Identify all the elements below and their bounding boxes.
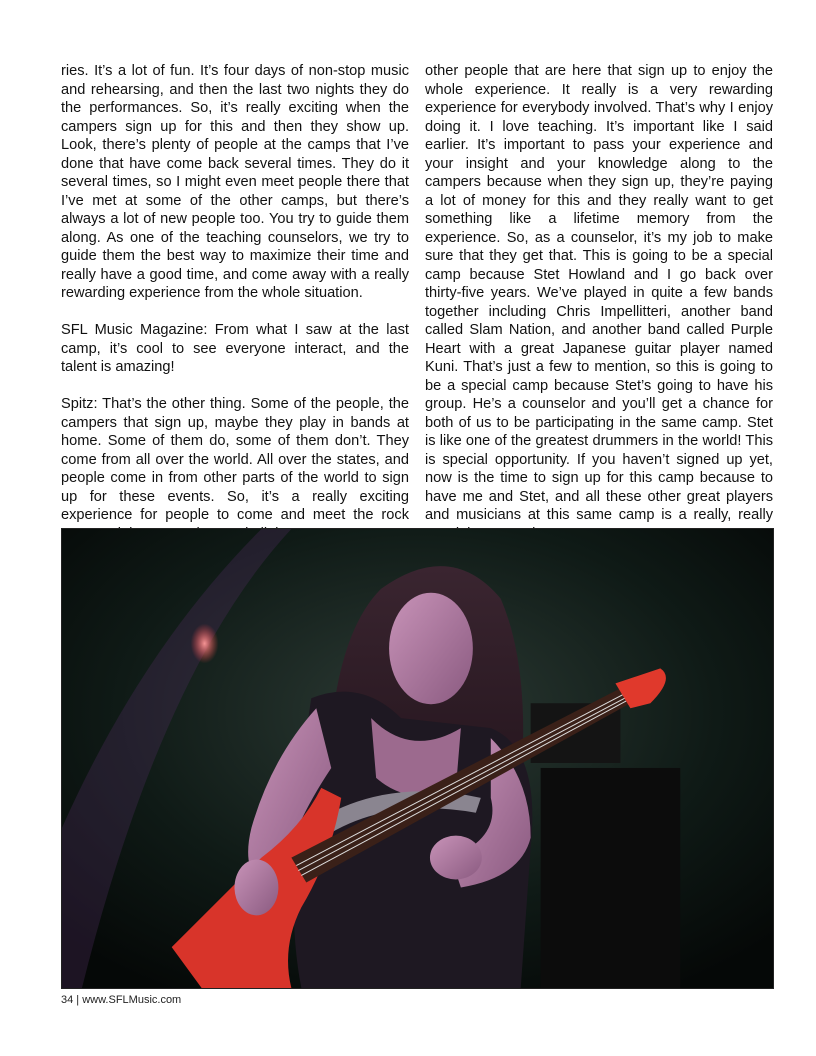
concert-photo (61, 528, 774, 989)
article-column-left (61, 62, 409, 543)
article-column-right (425, 62, 773, 543)
page-footer: 34 | www.SFLMusic.com (61, 994, 182, 1006)
paragraph: ries. It’s a lot of fun. It’s four days of non-stop music and rehearsing, and then the last two nights they do the performances. So, it’s really exciting when the campers sign up for this and then they show up. Look, there’s plenty of people at the camps that I’ve done that have come back several times. They do it several times, so I might even meet people there that I’ve met at some of the other camps, but there’s always a lot of new people too. You try to guide them along. As one of the teaching counselors, we try to guide them the best way to maximize their time and really have a good time, and come away with a really rewarding experience from the whole situation. (61, 63, 409, 301)
paragraph: SFL Music Magazine: From what I saw at the last camp, it’s cool to see everyone interact, and the talent is amazing! (61, 322, 409, 375)
bassist-photo-illustration (62, 529, 773, 988)
paragraph: other people that are here that sign up to enjoy the whole experience. It really is a very rewarding experience for everybody involved. That’s why I enjoy doing it. I love teaching. It’s important like I said earlier. It’s important to pass your experience and your insight and your knowledge along to the campers because when they sign up, they’re paying a lot of money for this and they really want to get something like a lifetime memory from the experience. So, as a counselor, it’s my job to make sure that they get that. This is going to be a special camp because Stet Howland and I go back over thirty-five years. We’ve played in quite a few bands together including Chris Impellitteri, another band called Slam Nation, and another band called Purple Heart with a great Japanese guitar player named Kuni. That’s just a few to mention, so this is going to be a special camp because Stet’s going to have his group. He’s a counselor and you’ll get a chance for both of us to be participating in the same camp. Stet is like one of the greatest drummers in the world! This is special opportunity. If you haven’t signed up yet, now is the time to sign up for this camp because to have me and Stet, and all these other great players and musicians at this same camp is a really, really (425, 63, 773, 523)
paragraph: Spitz: That’s the other thing. Some of the people, the campers that sign up, maybe they play in bands at home. Some of them do, some of them don’t. They come from all over the world. All over the states, and people come in from other parts of the world to sign up for these events. So, it’s a really exciting experience for people to come and meet the rock (61, 396, 409, 523)
